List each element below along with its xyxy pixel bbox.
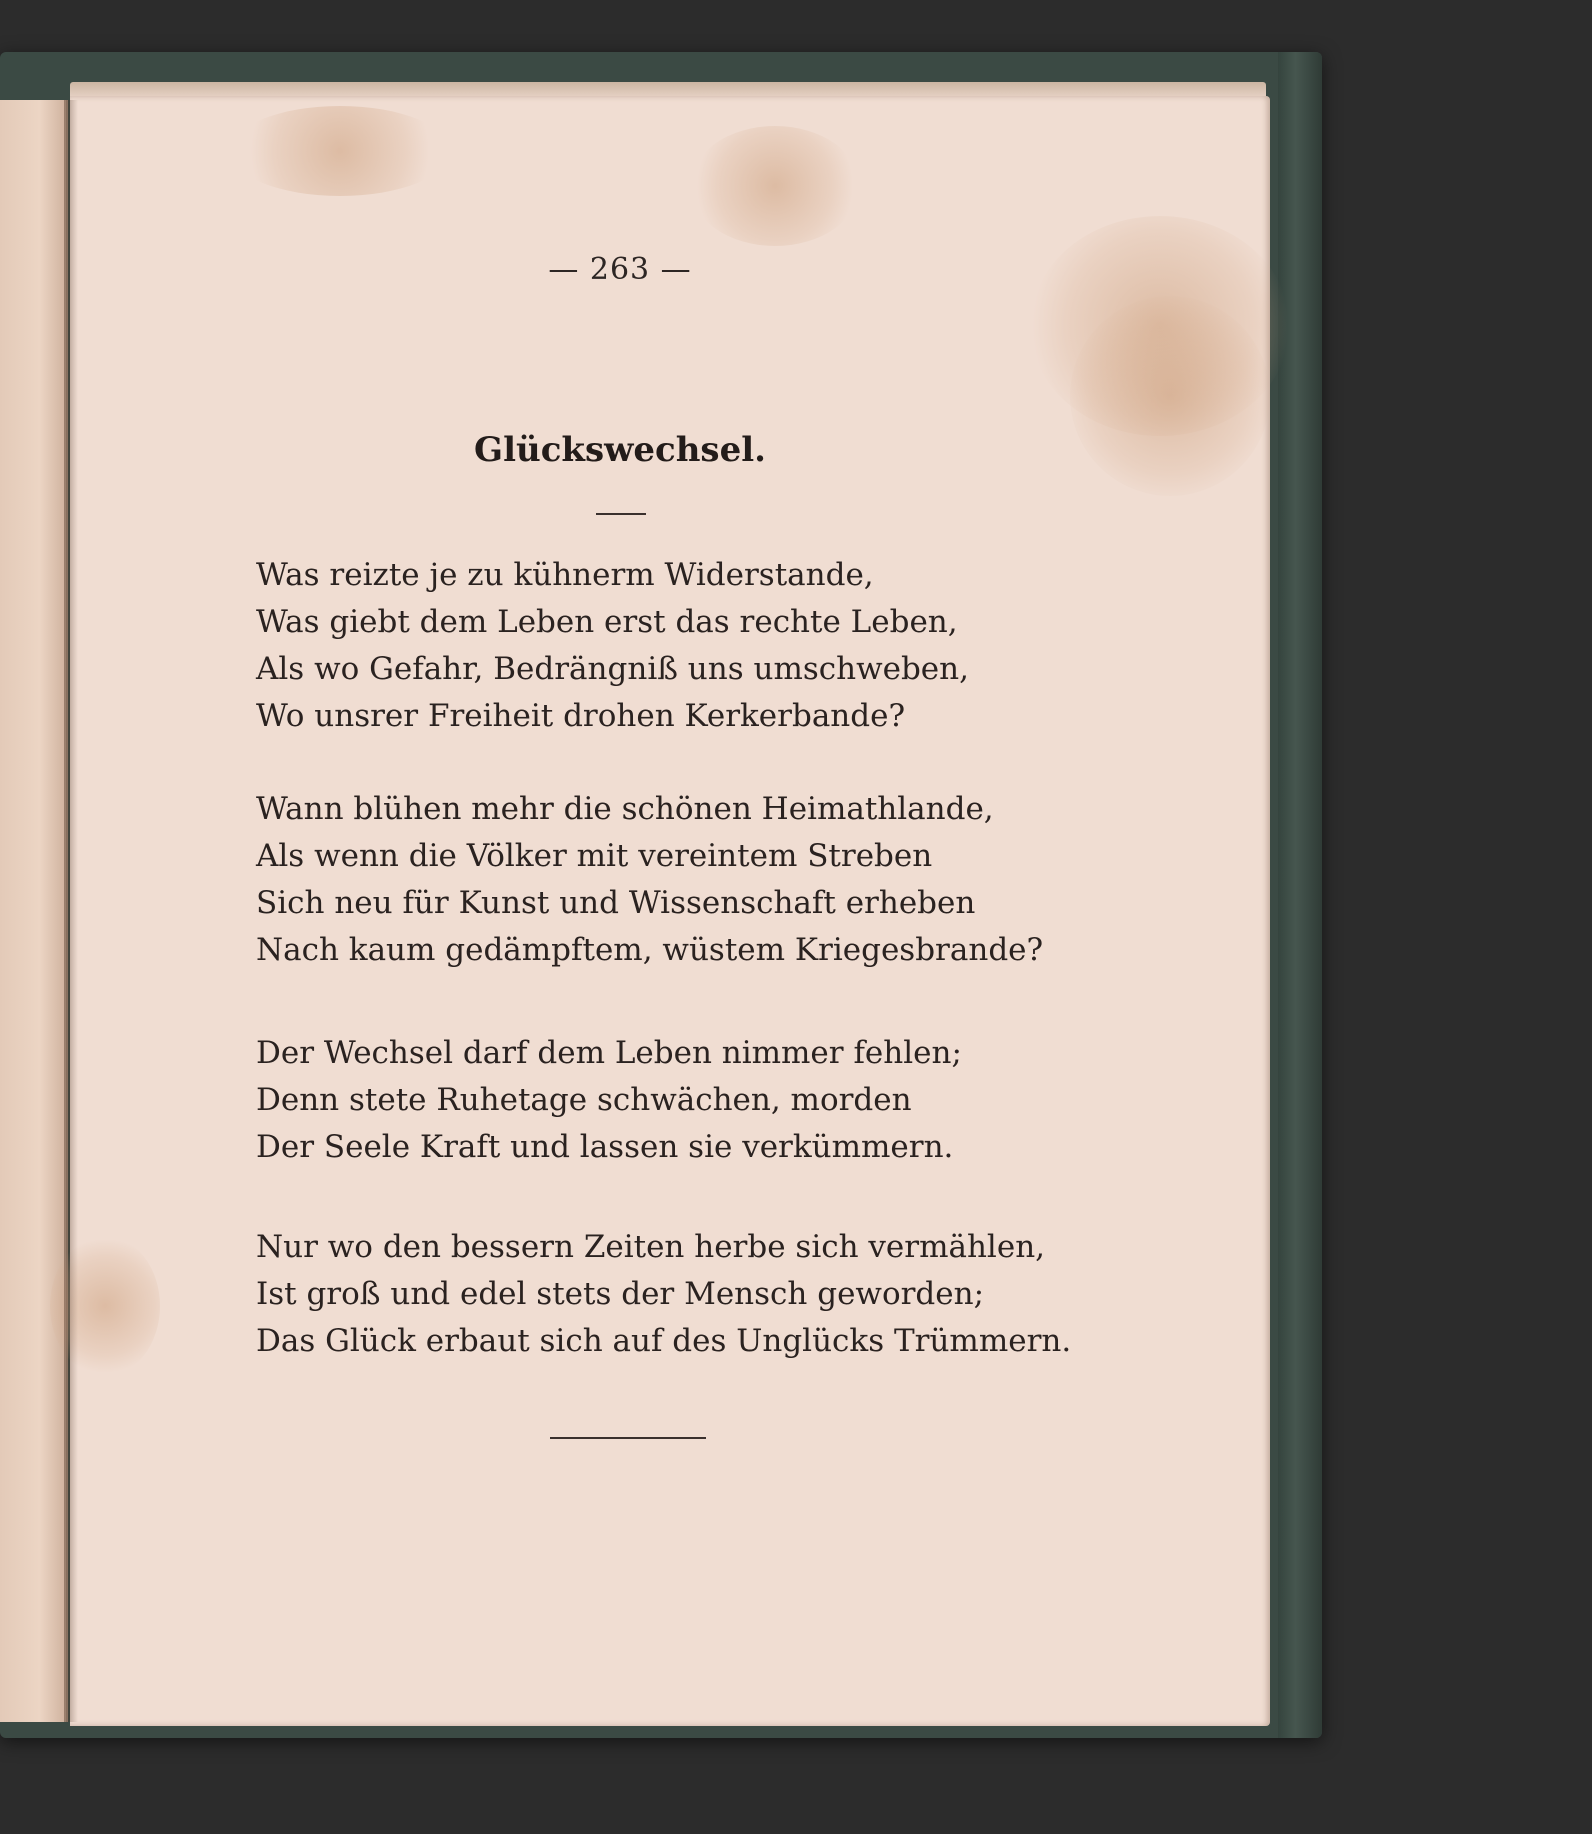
poem-title: Glückswechsel. <box>474 430 766 470</box>
stanza-1 <box>256 552 969 740</box>
verse-line: Das Glück erbaut sich auf des Unglücks Trümmern. <box>256 1323 1072 1359</box>
foxing-stain <box>1070 296 1270 496</box>
page-gutter-shadow <box>64 100 78 1722</box>
foxing-stain <box>230 106 450 196</box>
verse-line: Als wo Gefahr, Bedrängniß uns umschweben, <box>256 651 969 687</box>
stanza-2 <box>256 786 1043 974</box>
verse-line: Nach kaum gedämpftem, wüstem Kriegesbrande? <box>256 932 1044 968</box>
verse-line: Sich neu für Kunst und Wissenschaft erheben <box>256 885 976 921</box>
left-page-edge <box>0 100 68 1722</box>
end-rule <box>550 1437 706 1439</box>
stanza-4 <box>256 1224 1071 1365</box>
verse-line: Als wenn die Völker mit vereintem Streben <box>256 838 933 874</box>
title-rule <box>596 513 646 515</box>
verse-line: Wann blühen mehr die schönen Heimathlande, <box>256 791 994 827</box>
verse-line: Wo unsrer Freiheit drohen Kerkerbande? <box>256 698 906 734</box>
verse-line: Der Wechsel darf dem Leben nimmer fehlen; <box>256 1035 962 1071</box>
stanza-3 <box>256 1030 962 1171</box>
page-number: — 263 — <box>548 252 692 287</box>
verse-line: Nur wo den bessern Zeiten herbe sich vermählen, <box>256 1229 1046 1265</box>
verse-line: Ist groß und edel stets der Mensch geworden; <box>256 1276 985 1312</box>
verse-line: Der Seele Kraft und lassen sie verkümmern. <box>256 1129 954 1165</box>
verse-line: Was reizte je zu kühnerm Widerstande, <box>256 557 874 593</box>
verse-line: Denn stete Ruhetage schwächen, morden <box>256 1082 912 1118</box>
foxing-stain <box>690 126 860 246</box>
verse-line: Was giebt dem Leben erst das rechte Leben, <box>256 604 958 640</box>
